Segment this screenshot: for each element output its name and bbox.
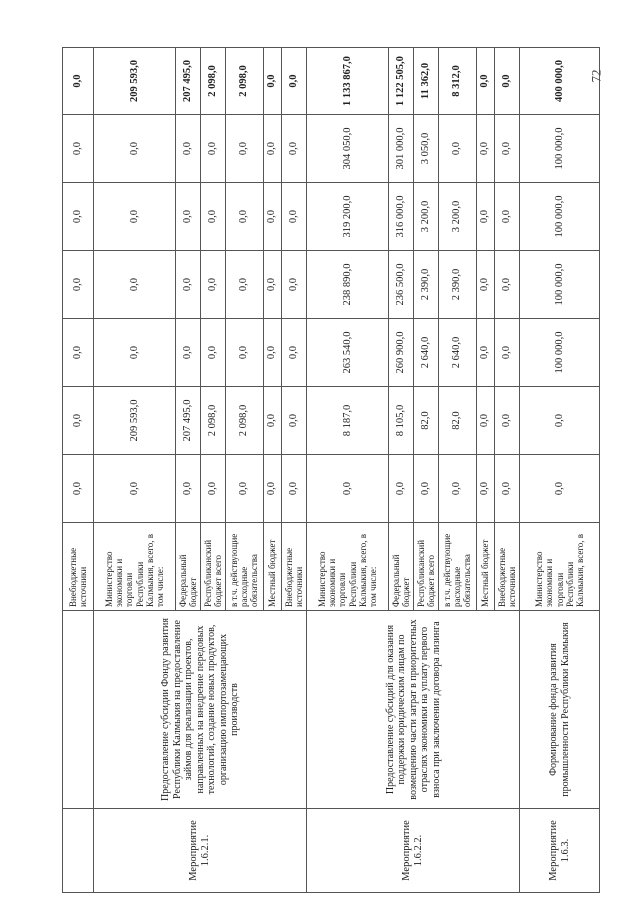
value-cell: 0,0 [413,455,438,523]
value-cell: 0,0 [63,183,94,251]
page-number: 72 [588,69,604,83]
value-cell: 0,0 [282,387,307,455]
value-cell: 0,0 [263,183,282,251]
measure-name: Формирование фонда развития промышленности Республики Калмыкия [520,611,600,809]
value-cell: 3 050,0 [413,115,438,183]
table-row [94,48,175,893]
value-cell: 0,0 [282,251,307,319]
value-cell: 2 640,0 [439,319,477,387]
total-cell: 2 098,0 [225,48,263,115]
value-cell: 100 000,0 [520,251,600,319]
value-cell: 0,0 [225,319,263,387]
value-cell: 0,0 [94,115,175,183]
funding-source: в т.ч. действующие расходные обязательства [439,523,477,611]
value-cell: 0,0 [175,455,200,523]
value-cell: 3 200,0 [439,183,477,251]
total-cell: 8 312,0 [439,48,477,115]
value-cell: 0,0 [476,455,495,523]
value-cell: 0,0 [282,115,307,183]
value-cell: 82,0 [413,387,438,455]
value-cell: 0,0 [94,251,175,319]
measure-code: Мероприятие 1.6.2.1. [94,809,307,893]
funding-source: Внебюджетные источники [63,523,94,611]
funding-source: Внебюджетные источники [495,523,520,611]
value-cell: 0,0 [94,455,175,523]
value-cell: 209 593,0 [94,387,175,455]
value-cell: 0,0 [476,183,495,251]
value-cell: 0,0 [388,455,413,523]
value-cell: 0,0 [520,387,600,455]
value-cell: 0,0 [476,387,495,455]
value-cell: 0,0 [282,319,307,387]
value-cell: 0,0 [495,455,520,523]
value-cell: 0,0 [200,319,225,387]
funding-source: Федеральный бюджет [175,523,200,611]
value-cell: 0,0 [495,115,520,183]
total-cell: 400 000,0 [520,48,600,115]
value-cell: 260 900,0 [388,319,413,387]
funding-source: Федеральный бюджет [388,523,413,611]
value-cell: 82,0 [439,387,477,455]
value-cell: 100 000,0 [520,319,600,387]
measure-code [63,809,94,893]
value-cell: 0,0 [476,115,495,183]
value-cell: 0,0 [94,319,175,387]
measure-name: Предоставление субсидий для оказания поддержки юридическим лицам по возмещению части затрат в приоритетных отраслях экономики на уплату первого взноса при заключении договора лизинга [307,611,520,809]
value-cell: 0,0 [476,319,495,387]
value-cell: 0,0 [63,115,94,183]
total-cell: 209 593,0 [94,48,175,115]
value-cell: 8 187,0 [307,387,388,455]
value-cell: 0,0 [263,387,282,455]
value-cell: 0,0 [476,251,495,319]
value-cell: 0,0 [94,183,175,251]
value-cell: 0,0 [439,115,477,183]
value-cell: 8 105,0 [388,387,413,455]
value-cell: 0,0 [225,251,263,319]
value-cell: 319 200,0 [307,183,388,251]
value-cell: 304 050,0 [307,115,388,183]
measure-name [63,611,94,809]
value-cell: 3 200,0 [413,183,438,251]
funding-source: Местный бюджет [263,523,282,611]
value-cell: 2 640,0 [413,319,438,387]
value-cell: 0,0 [263,319,282,387]
total-cell: 0,0 [476,48,495,115]
value-cell: 2 390,0 [413,251,438,319]
total-cell: 11 362,0 [413,48,438,115]
value-cell: 0,0 [307,455,388,523]
value-cell: 0,0 [200,115,225,183]
budget-table [62,47,600,893]
value-cell: 0,0 [225,115,263,183]
funding-source: Министерство экономики и торговли Республики Калмыкия, всего, в [520,523,600,611]
value-cell: 301 000,0 [388,115,413,183]
funding-source: Республиканский бюджет всего [200,523,225,611]
value-cell: 0,0 [63,387,94,455]
funding-source: Министерство экономики и торговли Республики Калмыкия, всего, в том числе: [94,523,175,611]
value-cell: 0,0 [200,251,225,319]
value-cell: 2 098,0 [200,387,225,455]
value-cell: 238 890,0 [307,251,388,319]
funding-source: Министерство экономики и торговли Республики Калмыкия, всего, в том числе: [307,523,388,611]
measure-code: Мероприятие 1.6.3. [520,809,600,893]
funding-source: Внебюджетные источники [282,523,307,611]
total-cell: 0,0 [495,48,520,115]
total-cell: 0,0 [63,48,94,115]
value-cell: 0,0 [439,455,477,523]
value-cell: 0,0 [200,455,225,523]
value-cell: 100 000,0 [520,183,600,251]
total-cell: 207 495,0 [175,48,200,115]
value-cell: 0,0 [495,251,520,319]
value-cell: 0,0 [175,319,200,387]
total-cell: 2 098,0 [200,48,225,115]
value-cell: 263 540,0 [307,319,388,387]
total-cell: 0,0 [263,48,282,115]
value-cell: 0,0 [175,251,200,319]
value-cell: 0,0 [200,183,225,251]
value-cell: 0,0 [282,455,307,523]
value-cell: 0,0 [225,183,263,251]
value-cell: 0,0 [495,183,520,251]
table-row [520,48,600,893]
value-cell: 236 500,0 [388,251,413,319]
value-cell: 2 390,0 [439,251,477,319]
funding-source: Местный бюджет [476,523,495,611]
table-row [63,48,94,893]
rotated-page [62,48,600,893]
total-cell: 1 133 867,0 [307,48,388,115]
value-cell: 0,0 [175,115,200,183]
value-cell: 0,0 [520,455,600,523]
value-cell: 0,0 [282,183,307,251]
value-cell: 0,0 [225,455,263,523]
funding-source: в т.ч. действующие расходные обязательства [225,523,263,611]
value-cell: 0,0 [495,387,520,455]
value-cell: 0,0 [263,455,282,523]
measure-code: Мероприятие 1.6.2.2. [307,809,520,893]
table-row [307,48,388,893]
value-cell: 0,0 [63,251,94,319]
value-cell: 0,0 [263,115,282,183]
measure-name: Предоставление субсидии Фонду развития Республики Калмыкия на предоставление займов для реализации проектов, направленных на внедрение передовых технологий, создание новых продуктов, организацию импортозамещающих производств [94,611,307,809]
value-cell: 207 495,0 [175,387,200,455]
value-cell: 0,0 [175,183,200,251]
value-cell: 0,0 [63,319,94,387]
funding-source: Республиканский бюджет всего [413,523,438,611]
value-cell: 0,0 [495,319,520,387]
value-cell: 316 000,0 [388,183,413,251]
value-cell: 2 098,0 [225,387,263,455]
value-cell: 100 000,0 [520,115,600,183]
value-cell: 0,0 [263,251,282,319]
value-cell: 0,0 [63,455,94,523]
total-cell: 0,0 [282,48,307,115]
total-cell: 1 122 505,0 [388,48,413,115]
